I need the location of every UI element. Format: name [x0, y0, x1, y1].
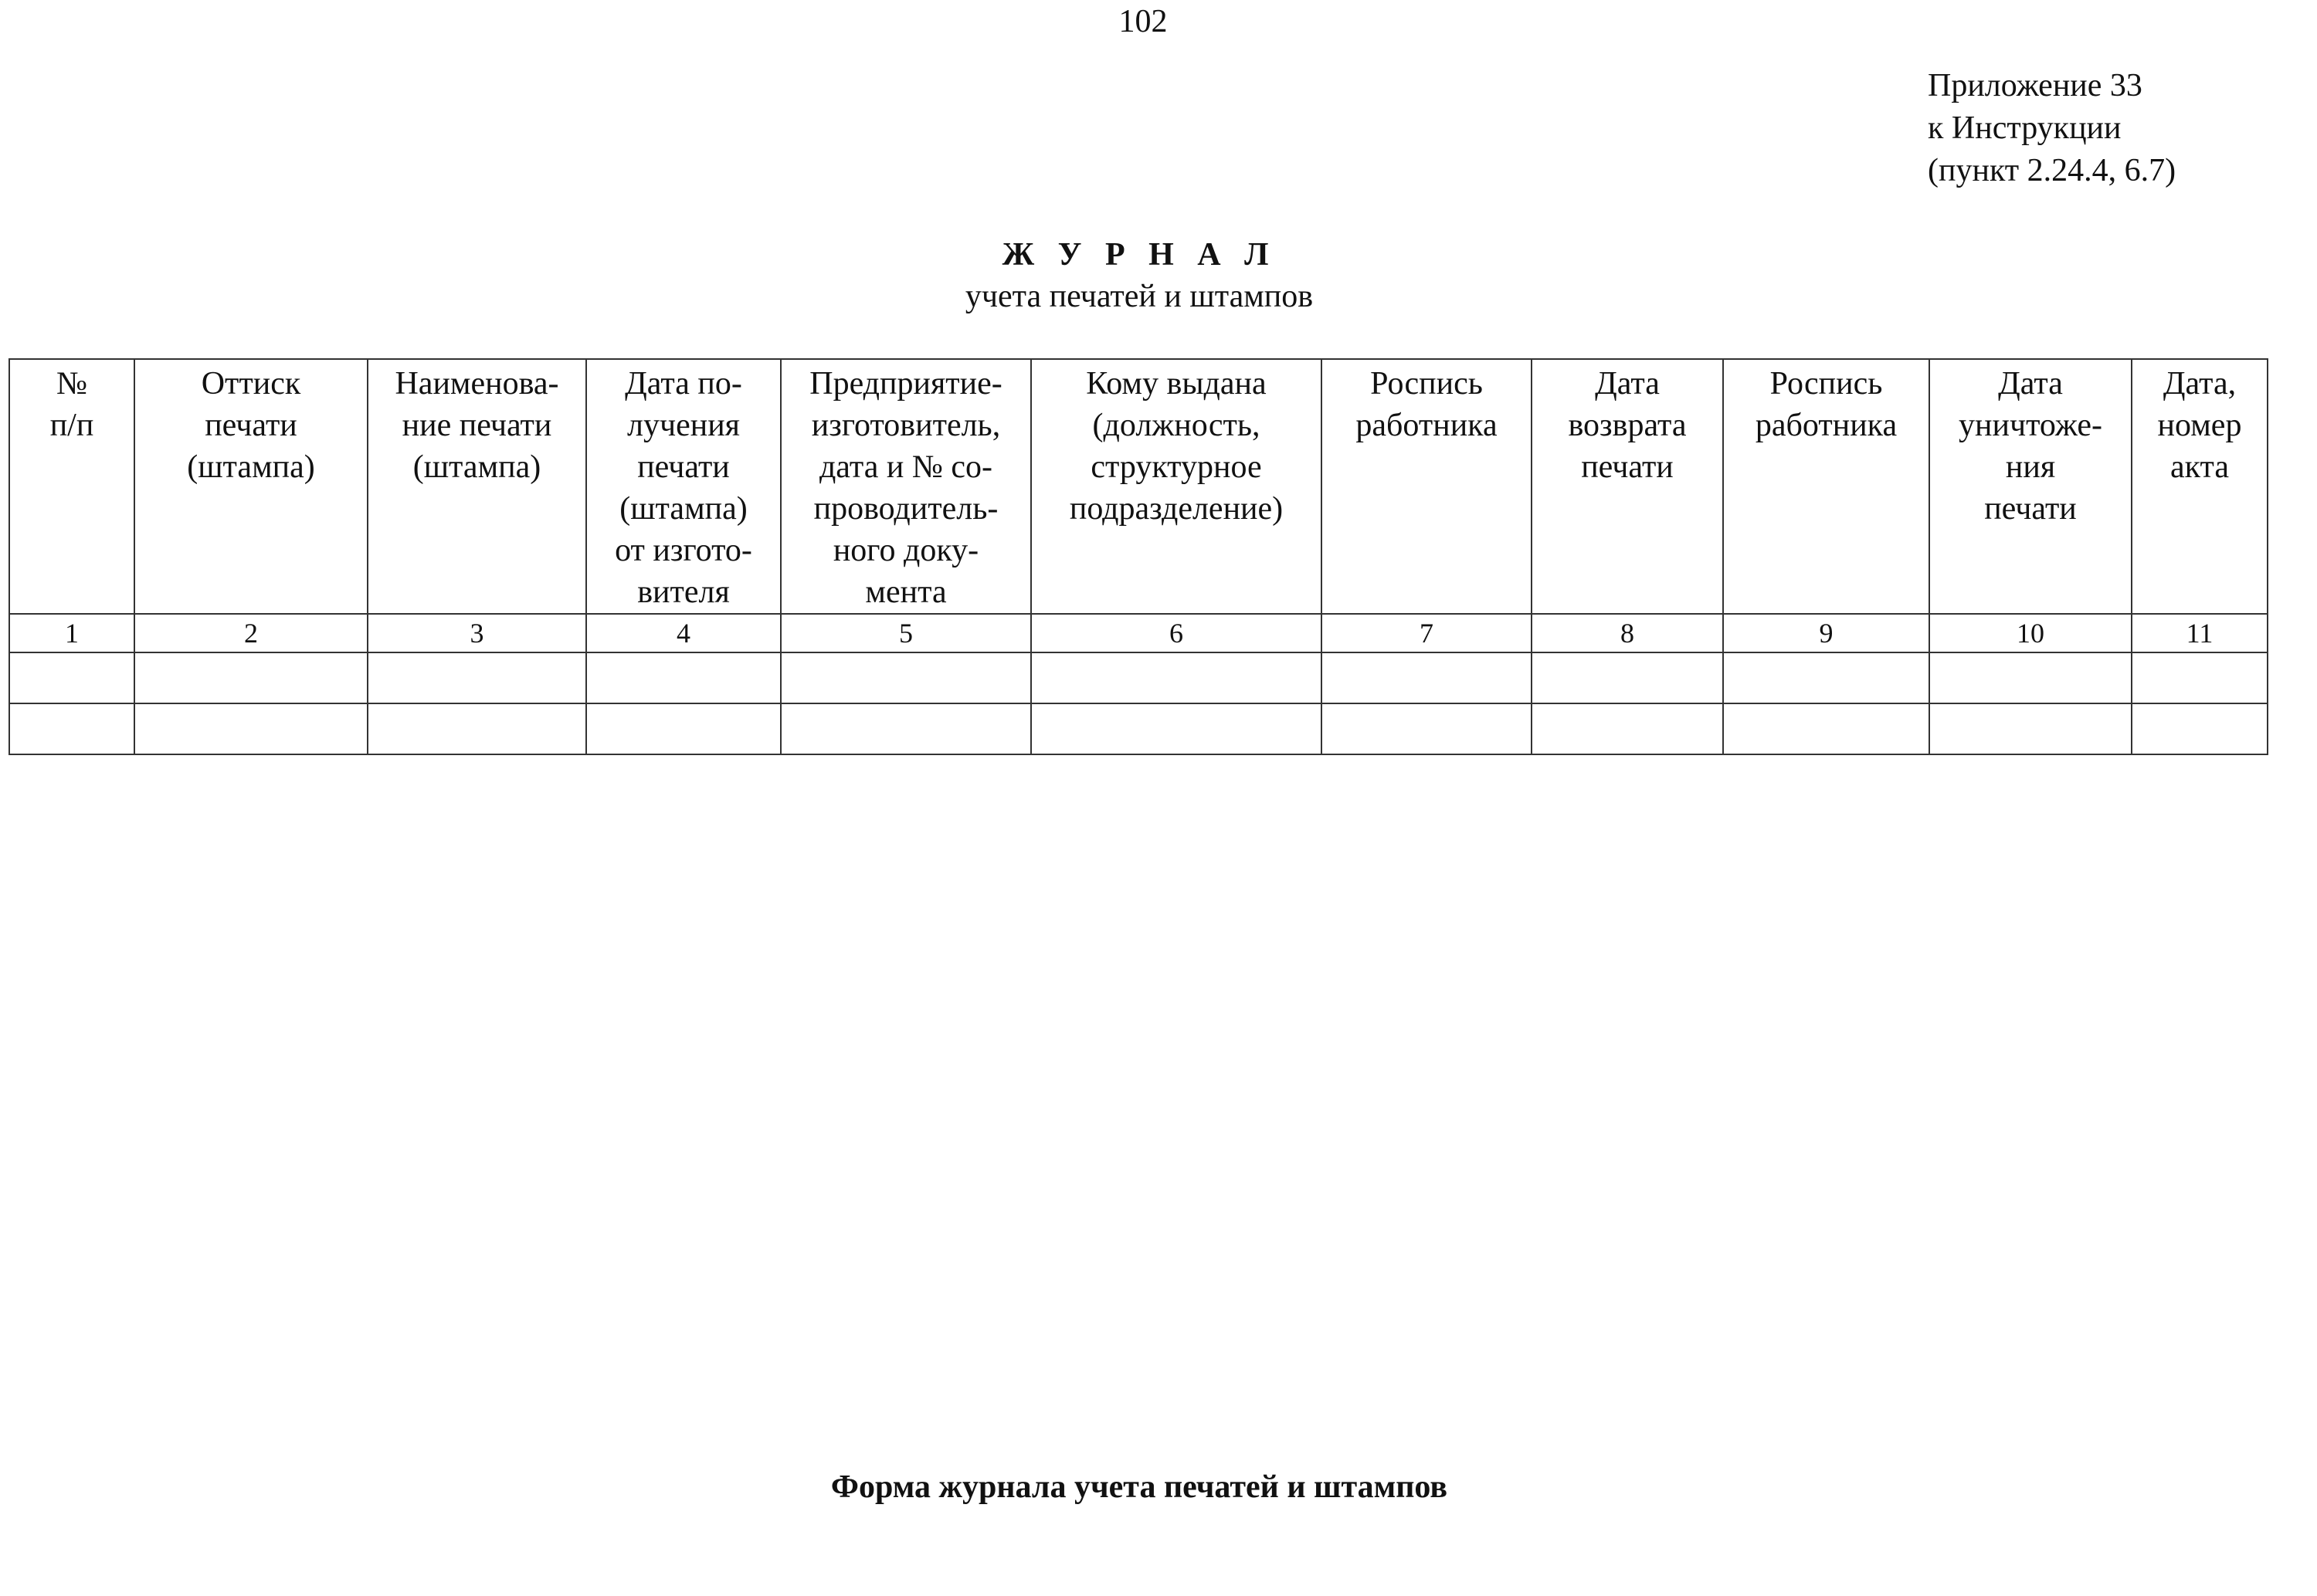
- column-number-cell: 5: [781, 614, 1031, 652]
- column-number-cell: 7: [1321, 614, 1532, 652]
- table-cell: [1723, 652, 1929, 703]
- header-cell: Роспись работника: [1723, 359, 1929, 614]
- appendix-line-2: к Инструкции: [1928, 110, 2122, 146]
- appendix-line-1: Приложение 33: [1928, 68, 2142, 103]
- journal-subtitle: учета печатей и штампов: [965, 279, 1314, 314]
- table-cell: [2132, 652, 2268, 703]
- table-cell: [1532, 703, 1723, 754]
- page-number: 102: [1118, 4, 1168, 39]
- column-number-cell: 8: [1532, 614, 1723, 652]
- column-number-row: [9, 614, 2268, 652]
- header-cell: Дата, номер акта: [2132, 359, 2268, 614]
- table-cell: [1321, 703, 1532, 754]
- header-cell: Предприятие- изготовитель, дата и № со- проводитель- ного доку- мента: [781, 359, 1031, 614]
- table-cell: [134, 703, 368, 754]
- table-row: [9, 703, 2268, 754]
- table-cell: [1929, 652, 2132, 703]
- table-cell: [368, 703, 586, 754]
- column-number-cell: 10: [1929, 614, 2132, 652]
- column-number-cell: 2: [134, 614, 368, 652]
- header-cell: Оттиск печати (штампа): [134, 359, 368, 614]
- table-cell: [1929, 703, 2132, 754]
- table-cell: [2132, 703, 2268, 754]
- table-cell: [781, 703, 1031, 754]
- header-cell: Наименова- ние печати (штампа): [368, 359, 586, 614]
- column-number-cell: 4: [586, 614, 781, 652]
- table-cell: [368, 652, 586, 703]
- table-cell: [9, 652, 134, 703]
- table-row: [9, 652, 2268, 703]
- table-cell: [1031, 703, 1321, 754]
- header-cell: № п/п: [9, 359, 134, 614]
- table-cell: [134, 652, 368, 703]
- table-cell: [1723, 703, 1929, 754]
- journal-table: [8, 358, 2268, 755]
- table-cell: [1321, 652, 1532, 703]
- form-caption: Форма журнала учета печатей и штампов: [830, 1469, 1448, 1505]
- header-row: [9, 359, 2268, 614]
- table-cell: [586, 652, 781, 703]
- column-number-cell: 1: [9, 614, 134, 652]
- table-cell: [781, 652, 1031, 703]
- table-cell: [1532, 652, 1723, 703]
- table-cell: [9, 703, 134, 754]
- column-number-cell: 9: [1723, 614, 1929, 652]
- header-cell: Дата возврата печати: [1532, 359, 1723, 614]
- appendix-line-3: (пункт 2.24.4, 6.7): [1928, 153, 2176, 188]
- header-cell: Кому выдана (должность, структурное подразделение): [1031, 359, 1321, 614]
- table-cell: [586, 703, 781, 754]
- column-number-cell: 3: [368, 614, 586, 652]
- journal-title: Ж У Р Н А Л: [1002, 237, 1277, 273]
- table-cell: [1031, 652, 1321, 703]
- column-number-cell: 11: [2132, 614, 2268, 652]
- appendix-reference: [1928, 65, 2176, 192]
- column-number-cell: 6: [1031, 614, 1321, 652]
- header-cell: Дата уничтоже- ния печати: [1929, 359, 2132, 614]
- header-cell: Роспись работника: [1321, 359, 1532, 614]
- header-cell: Дата по- лучения печати (штампа) от изгото- вителя: [586, 359, 781, 614]
